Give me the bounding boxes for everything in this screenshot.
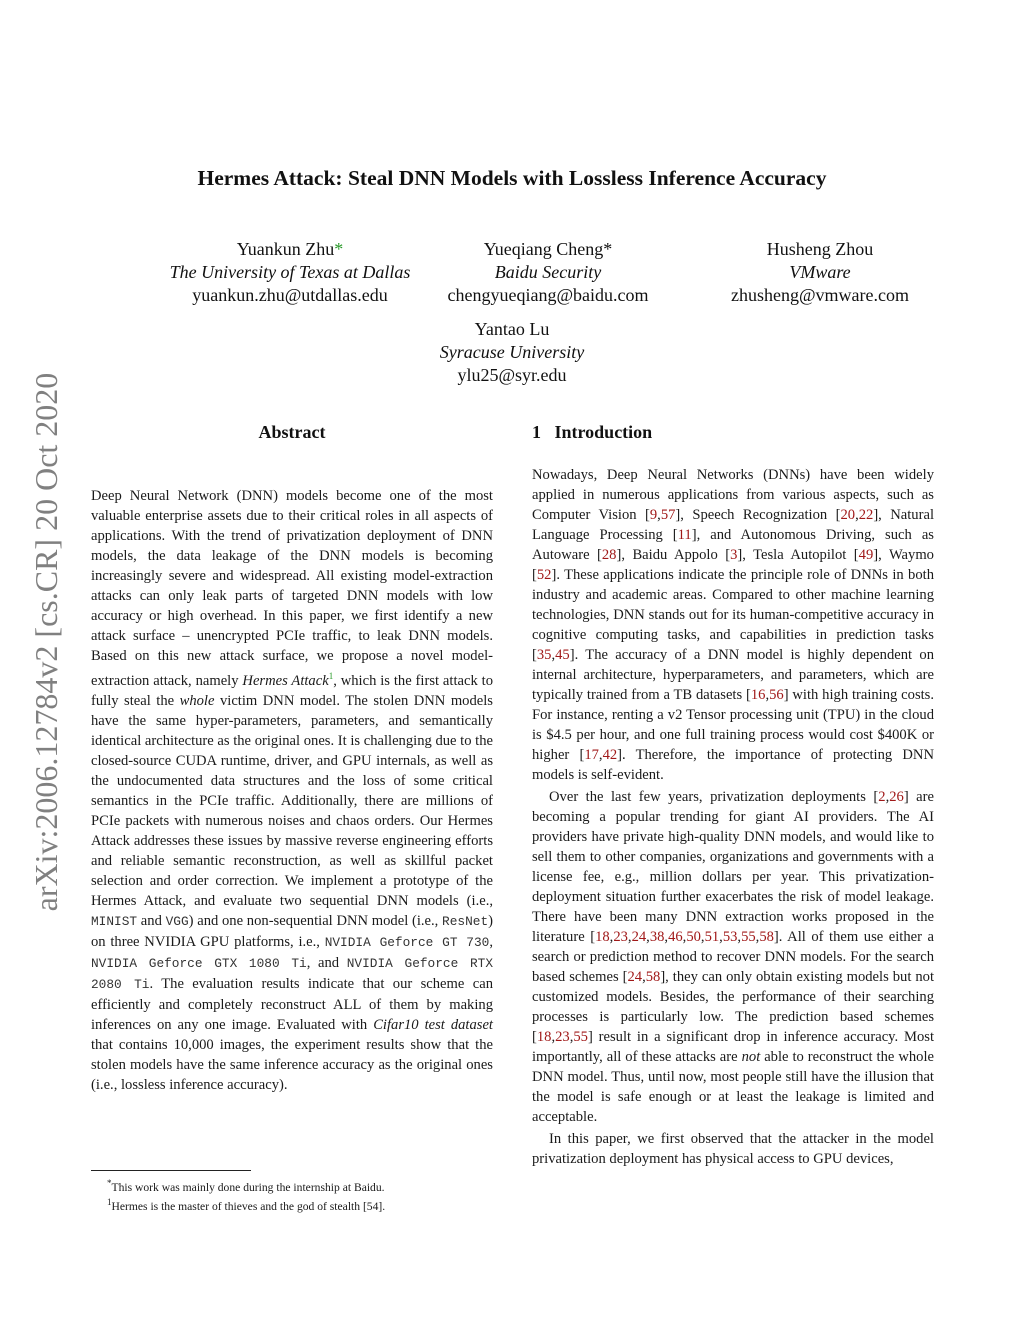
paper-title: Hermes Attack: Steal DNN Models with Lossless Inference Accuracy	[197, 166, 827, 190]
arxiv-identifier: arXiv:2006.12784v2 [cs.CR] 20 Oct 2020	[28, 372, 64, 912]
footnotes	[91, 1176, 511, 1214]
author-2	[398, 238, 698, 307]
author-mark: *	[334, 239, 344, 259]
abstract-body	[91, 486, 493, 1095]
introduction-body	[532, 465, 934, 1169]
introduction-heading	[532, 422, 652, 443]
footnote-2: $^1$Hermes is the master of thieves and the god of stealth [54].	[107, 1196, 386, 1213]
author-affiliation: Syracuse University	[439, 342, 585, 362]
arxiv-sidebar	[28, 352, 68, 932]
author-name: Yantao Lu	[474, 319, 550, 339]
author-email[interactable]: chengyueqiang@baidu.com	[447, 285, 649, 305]
intro-paragraph-1: Nowadays, Deep Neural Networks (DNNs) have been widely applied in numerous applications from various aspects, such as Computer Vision [9,57], Speech Recognization [20,22], Natural Language Processing [11], and Autonomous Driving, such as Autoware [28], Baidu Appolo [3], Tesla Autopilot [49], Waymo [52]. These applications indicate the principle role of DNNs in both industry and academic areas. Compared to other machine learning technologies, DNN stands out for its human-competitive accuracy in cognitive computing tasks, and capabilities in prediction tasks [35,45]. The accuracy of a DNN model is highly dependent on internal architecture, hyperparameters, and parameters, which are typically trained from a TB datasets [16,56] with high training costs. For instance, renting a v2 Tensor processing unit (TPU) in the cloud is $4.5 per hour, and one full training process would cost $400K or higher [17,42]. Therefore, the importance of protecting DNN models is self-evident.	[532, 467, 934, 783]
author-name: Yueqiang Cheng*	[483, 239, 613, 259]
footnote-rule	[91, 1170, 251, 1171]
intro-paragraph-3: In this paper, we first observed that the attacker in the model privatization deployment has physical access to GPU devices,	[532, 1131, 934, 1167]
intro-paragraph-2: Over the last few years, privatization deployments [2,26] are becoming a popular trending for giant AI providers. The AI providers have private high-quality DNN models, and would like to sell them to other companies, organizations and governments with a license fee, e.g., million dollars per year. This privatization-deployment situation further exacerbates the risk of model leakage. There have been many DNN extraction works proposed in the literature [18,23,24,38,46,50,51,53,55,58]. All of them use either a search or prediction method to recover DNN models. For the search based schemes [24,58], they can only obtain existing models but not customized models. Besides, the performance of their searching processes is particularly low. The prediction based schemes [18,23,55] result in a significant drop in inference accuracy. Most importantly, all of these attacks are not able to reconstruct the whole DNN model. Thus, until now, most people still have the illusion that the model is safe enough or at least the leakage is limited and acceptable.	[532, 789, 935, 1125]
author-email[interactable]: zhusheng@vmware.com	[730, 285, 910, 305]
author-affiliation: The University of Texas at Dallas	[169, 262, 411, 282]
abstract-paragraph: Deep Neural Network (DNN) models become one of the most valuable enterprise assets due to their critical roles in all aspects of applications. With the trend of privatization deployment of DNN models, the data leakage of the DNN models is becoming increasingly severe and widespread. All existing model-extraction attacks can only leak parts of targeted DNN models with low accuracy or high overhead. In this paper, we first identify a new attack surface – unencrypted PCIe traffic, to leak DNN models. Based on this new attack surface, we propose a novel model-extraction attack, namely Hermes Attack$^1$, which is the first attack to fully steal the whole victim DNN model. The stolen DNN models have the same hyper-parameters, parameters, and semantically identical architecture as the original ones. It is challenging due to the closed-source CUDA runtime, driver, and GPU internals, as well as the undocumented data structures and the loss of some critical semantics in the PCIe traffic. Additionally, there are millions of PCIe packets with numerous noises and chaos orders. Our Hermes Attack addresses these issues by massive reverse engineering efforts and reliable semantic reconstruction, as well as skillful packet selection and order correction. We implement a prototype of the Hermes Attack, and evaluate two sequential DNN models (i.e., MINIST and VGG) and one non-sequential DNN model (i.e., ResNet) on three NVIDIA GPU platforms, i.e., NVIDIA Geforce GT 730, NVIDIA Geforce GTX 1080 Ti, and NVIDIA Geforce RTX 2080 Ti. The evaluation results indicate that our scheme can efficiently and completely reconstruct ALL of them by making inferences on any one image. Evaluated with Cifar10 test dataset that contains 10,000 images, the experiment results show that the stolen models have the same inference accuracy as the original ones (i.e., lossless inference accuracy).	[91, 488, 493, 1093]
abstract-heading: Abstract	[258, 422, 326, 442]
footnote-1: *This work was mainly done during the internship at Baidu.	[107, 1178, 385, 1194]
author-name: Husheng Zhou	[766, 239, 874, 259]
author-email[interactable]: yuankun.zhu@utdallas.edu	[192, 285, 388, 305]
author-4	[362, 318, 662, 387]
section-title: Introduction	[554, 422, 653, 442]
section-number: 1	[532, 422, 541, 442]
author-affiliation: VMware	[789, 262, 851, 282]
author-affiliation: Baidu Security	[494, 262, 602, 282]
author-email[interactable]: ylu25@syr.edu	[457, 365, 567, 385]
author-3	[680, 238, 960, 307]
author-name: Yuankun Zhu	[236, 239, 335, 259]
